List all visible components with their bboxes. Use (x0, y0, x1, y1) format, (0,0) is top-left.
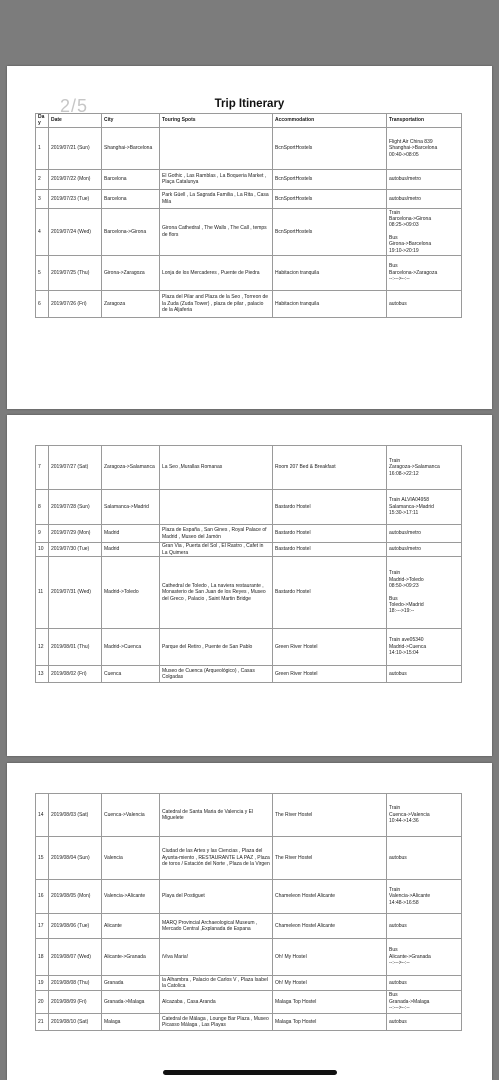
city-cell: Valencia->Alicante (102, 880, 160, 914)
transportation-line: Salamanca->Madrid (389, 503, 434, 510)
transportation-cell (387, 629, 462, 666)
city-cell: Girona->Zaragoza (102, 255, 160, 290)
itinerary-table-continued (35, 445, 462, 683)
transportation-line: Cuenca->Valencia (389, 811, 430, 818)
accommodation-cell: Malaga Top Hostel (273, 1014, 387, 1031)
transportation-line: autobus/metro (389, 176, 421, 183)
transportation-line: autobus (389, 854, 407, 861)
transportation-line: Flight Air China 839 (389, 138, 433, 145)
table-row (36, 169, 462, 189)
transportation-line: Zaragoza->Salamanca (389, 464, 440, 471)
touring-spots-cell: iViva Maria! (160, 939, 273, 976)
day-cell: 21 (36, 1014, 49, 1031)
transportation-line: 16:08->22:12 (389, 470, 419, 477)
header-transportation: Transportation (387, 114, 462, 128)
touring-spots-cell (160, 490, 273, 525)
transportation-line: 18:--->19:-- (389, 608, 415, 615)
date-cell: 2019/07/27 (Sat) (49, 446, 102, 490)
header-touring-spots: Touring Spots (160, 114, 273, 128)
city-cell: Granada->Malaga (102, 991, 160, 1014)
header-city: City (102, 114, 160, 128)
date-cell: 2019/08/03 (Sat) (49, 794, 102, 837)
accommodation-cell: BcnSportHostels (273, 208, 387, 255)
transportation-line: 14:48->16:58 (389, 899, 419, 906)
document-page-3 (7, 763, 492, 1080)
accommodation-cell: Green River Hostel (273, 666, 387, 683)
transportation-line: Train (389, 805, 401, 812)
accommodation-cell: BcnSportHostels (273, 127, 387, 169)
date-cell: 2019/07/24 (Wed) (49, 208, 102, 255)
city-cell: Shanghai->Barcelona (102, 127, 160, 169)
transportation-cell (387, 939, 462, 976)
accommodation-cell: Oh! My Hostel (273, 976, 387, 991)
accommodation-cell: The River Hostel (273, 794, 387, 837)
table-row (36, 880, 462, 914)
date-cell: 2019/07/21 (Sun) (49, 127, 102, 169)
transportation-cell (387, 208, 462, 255)
city-cell: Madrid->Cuenca (102, 629, 160, 666)
transportation-cell (387, 914, 462, 939)
accommodation-cell: BcnSportHostels (273, 189, 387, 208)
transportation-line: Bus (389, 992, 398, 999)
table-row (36, 976, 462, 991)
city-cell: Cuenca->Valencia (102, 794, 160, 837)
date-cell: 2019/08/10 (Sat) (49, 1014, 102, 1031)
accommodation-cell: Chameleon Hostel Alicante (273, 914, 387, 939)
transportation-line: 19:10->20:19 (389, 247, 419, 254)
date-cell: 2019/08/09 (Fri) (49, 991, 102, 1014)
date-cell: 2019/08/08 (Thu) (49, 976, 102, 991)
touring-spots-cell: Park Güell , La Sagrada Familia , La Rita , Casa Mila (160, 189, 273, 208)
accommodation-cell: Habitacion tranquila (273, 290, 387, 317)
transportation-line: --:--->--:-- (389, 960, 410, 967)
day-cell: 5 (36, 255, 49, 290)
accommodation-cell: Chameleon Hostel Alicante (273, 880, 387, 914)
transportation-cell (387, 666, 462, 683)
city-cell: Zaragoza->Salamanca (102, 446, 160, 490)
accommodation-cell: Room 207 Bed & Breakfast (273, 446, 387, 490)
touring-spots-cell: Playa del Postiguet (160, 880, 273, 914)
document-page-1 (7, 66, 492, 409)
date-cell: 2019/08/07 (Wed) (49, 939, 102, 976)
touring-spots-cell: Plaza del Pilar and Plaza de la Seo , Torreon de la Zuda (Zuda Tower) , plaza de pilar , palacio de la Aljaferia (160, 290, 273, 317)
day-cell: 8 (36, 490, 49, 525)
transportation-line: Train (389, 570, 401, 577)
date-cell: 2019/07/26 (Fri) (49, 290, 102, 317)
city-cell: Madrid (102, 543, 160, 557)
transportation-line: Train (389, 886, 401, 893)
transportation-line: Barcelona->Girona (389, 216, 432, 222)
transportation-line: Train (389, 457, 401, 464)
touring-spots-cell: Parque del Retiro , Puente de San Pablo (160, 629, 273, 666)
city-cell: Zaragoza (102, 290, 160, 317)
day-cell: 7 (36, 446, 49, 490)
date-cell: 2019/08/05 (Mon) (49, 880, 102, 914)
city-cell: Granada (102, 976, 160, 991)
itinerary-table-continued (35, 793, 462, 1031)
date-cell: 2019/07/28 (Sun) (49, 490, 102, 525)
transportation-cell (387, 490, 462, 525)
day-cell: 14 (36, 794, 49, 837)
transportation-line: Bus (389, 595, 398, 602)
transportation-line: Train ave05340 (389, 637, 424, 644)
table-row (36, 666, 462, 683)
transportation-cell (387, 557, 462, 629)
table-row (36, 255, 462, 290)
document-page-2 (7, 415, 492, 756)
city-cell: Barcelona (102, 189, 160, 208)
city-cell: Alicante (102, 914, 160, 939)
date-cell: 2019/07/25 (Thu) (49, 255, 102, 290)
header-day: Day (36, 114, 49, 128)
accommodation-cell: Green River Hostel (273, 629, 387, 666)
day-cell: 3 (36, 189, 49, 208)
table-row (36, 189, 462, 208)
itinerary-table (35, 113, 462, 318)
transportation-line: Madrid->Cuenca (389, 643, 427, 650)
transportation-cell (387, 169, 462, 189)
transportation-line: 08:50->09:23 (389, 583, 419, 590)
table-row (36, 794, 462, 837)
table-row (36, 543, 462, 557)
transportation-line: autobus/metro (389, 546, 421, 553)
touring-spots-cell: Girona Cathedral , The Walls , The Call , temps de flors (160, 208, 273, 255)
transportation-cell (387, 976, 462, 991)
accommodation-cell: Malaga Top Hostel (273, 991, 387, 1014)
header-date: Date (49, 114, 102, 128)
transportation-line: Bus (389, 263, 398, 270)
transportation-cell (387, 880, 462, 914)
transportation-line: Toledo->Madrid (389, 601, 424, 608)
transportation-cell (387, 1014, 462, 1031)
touring-spots-cell: Museo de Cuenca (Arqueológico) , Casas Colgadas (160, 666, 273, 683)
touring-spots-cell: Plaza de España , San Gines , Royal Palace of Madrid , Museo del Jamón (160, 525, 273, 543)
city-cell: Madrid->Toledo (102, 557, 160, 629)
date-cell: 2019/08/04 (Sun) (49, 837, 102, 880)
transportation-line: Alicante->Granada (389, 953, 431, 960)
table-row (36, 525, 462, 543)
touring-spots-cell: Alcazaba , Casa Aranda (160, 991, 273, 1014)
transportation-line: autobus (389, 922, 407, 929)
day-cell: 11 (36, 557, 49, 629)
transportation-line: Shanghai->Barcelona (389, 145, 438, 152)
transportation-cell (387, 189, 462, 208)
date-cell: 2019/07/31 (Wed) (49, 557, 102, 629)
transportation-line: 15:30->17:11 (389, 510, 419, 517)
city-cell: Valencia (102, 837, 160, 880)
transportation-line: --:--->--:-- (389, 276, 410, 283)
table-row (36, 490, 462, 525)
transportation-line: Bus (389, 234, 398, 241)
touring-spots-cell: La Seo ,Murallas Romanas (160, 446, 273, 490)
city-cell: Salamanca->Madrid (102, 490, 160, 525)
date-cell: 2019/07/23 (Tue) (49, 189, 102, 208)
table-header-row (36, 114, 462, 128)
transportation-line: Madrid->Toledo (389, 576, 424, 583)
date-cell: 2019/07/29 (Mon) (49, 525, 102, 543)
table-row (36, 557, 462, 629)
day-cell: 13 (36, 666, 49, 683)
document-title: Trip Itinerary (214, 98, 285, 110)
table-row (36, 127, 462, 169)
date-cell: 2019/08/02 (Fri) (49, 666, 102, 683)
touring-spots-cell: Ciudad de las Artes y las Ciencias , Plaza del Ayunta-miento , RESTAURANTE LA PAZ , Plaza de toros / Estación del Norte , Plaza de la Virgen (160, 837, 273, 880)
touring-spots-cell: Lonja de los Mercaderes , Puente de Piedra (160, 255, 273, 290)
transportation-cell (387, 543, 462, 557)
transportation-cell (387, 794, 462, 837)
table-row (36, 446, 462, 490)
transportation-line: 14:10->15:04 (389, 650, 419, 657)
day-cell: 6 (36, 290, 49, 317)
table-row (36, 991, 462, 1014)
transportation-line: Girona->Barcelona (389, 241, 432, 248)
day-cell: 16 (36, 880, 49, 914)
transportation-cell (387, 290, 462, 317)
touring-spots-cell (160, 127, 273, 169)
transportation-line: autobus (389, 979, 407, 986)
accommodation-cell: Bastardo Hostel (273, 557, 387, 629)
accommodation-cell: Bastardo Hostel (273, 543, 387, 557)
date-cell: 2019/08/06 (Tue) (49, 914, 102, 939)
city-cell: Cuenca (102, 666, 160, 683)
day-cell: 19 (36, 976, 49, 991)
table-row (36, 290, 462, 317)
day-cell: 12 (36, 629, 49, 666)
date-cell: 2019/07/22 (Mon) (49, 169, 102, 189)
transportation-line: Bus (389, 947, 398, 954)
day-cell: 17 (36, 914, 49, 939)
transportation-line: Train (389, 209, 401, 216)
table-row (36, 629, 462, 666)
date-cell: 2019/08/01 (Thu) (49, 629, 102, 666)
accommodation-cell: Habitacion tranquila (273, 255, 387, 290)
transportation-line: Barcelona->Zaragoza (389, 269, 438, 276)
touring-spots-cell: Cathedral de Toledo , La naviera restaurante , Monasterio de San Juan de los Reyes , Museo del Greco , Palacio , Saint Martin Bridge (160, 557, 273, 629)
table-row (36, 914, 462, 939)
day-cell: 20 (36, 991, 49, 1014)
transportation-cell (387, 837, 462, 880)
home-indicator[interactable] (163, 1070, 337, 1075)
transportation-line: 10:44->14:36 (389, 818, 419, 825)
touring-spots-cell: Catedral de Málaga , Lounge Bar Plaza , Museo Picasso Málaga , Las Playas (160, 1014, 273, 1031)
transportation-line: autobus (389, 300, 407, 307)
accommodation-cell: Bastardo Hostel (273, 525, 387, 543)
accommodation-cell: Oh! My Hostel (273, 939, 387, 976)
transportation-line: Granada->Malaga (389, 998, 430, 1005)
header-accommodation: Accommodation (273, 114, 387, 128)
city-cell: Barcelona (102, 169, 160, 189)
table-row (36, 939, 462, 976)
transportation-line: autobus/metro (389, 195, 421, 202)
day-cell: 10 (36, 543, 49, 557)
transportation-line: Train ALVIA04958 (389, 497, 430, 504)
touring-spots-cell: MARQ Provincial Archaeological Museum , Mercado Central ,Explanada de Espana (160, 914, 273, 939)
transportation-cell (387, 255, 462, 290)
accommodation-cell: BcnSportHostels (273, 169, 387, 189)
transportation-line: Valencia->Alicante (389, 893, 431, 900)
day-cell: 1 (36, 127, 49, 169)
day-cell: 15 (36, 837, 49, 880)
accommodation-cell: Bastardo Hostel (273, 490, 387, 525)
transportation-line: 08:25->09:03 (389, 222, 419, 229)
day-cell: 18 (36, 939, 49, 976)
date-cell: 2019/07/30 (Tue) (49, 543, 102, 557)
transportation-cell (387, 127, 462, 169)
city-cell: Madrid (102, 525, 160, 543)
city-cell: Barcelona->Girona (102, 208, 160, 255)
transportation-line: 00:40->08:05 (389, 151, 419, 158)
city-cell: Alicante->Granada (102, 939, 160, 976)
page-indicator: 2/5 (60, 96, 89, 116)
transportation-cell (387, 446, 462, 490)
day-cell: 4 (36, 208, 49, 255)
city-cell: Malaga (102, 1014, 160, 1031)
table-row (36, 837, 462, 880)
day-cell: 9 (36, 525, 49, 543)
day-cell: 2 (36, 169, 49, 189)
transportation-line: autobus (389, 670, 407, 677)
transportation-line: autobus/metro (389, 530, 421, 537)
transportation-line: autobus (389, 1018, 407, 1025)
transportation-cell (387, 525, 462, 543)
table-row (36, 208, 462, 255)
touring-spots-cell: Catedral de Santa Maria de Valencia y El Miguelete (160, 794, 273, 837)
transportation-line: --:--->--:-- (389, 1005, 410, 1012)
table-row (36, 1014, 462, 1031)
touring-spots-cell: Gran Via , Puerta del Sol , El Rastro , Cafet in La Quimera (160, 543, 273, 557)
touring-spots-cell: El Gothic , Las Ramblas , La Boqueria Market , Plaça Catalunya (160, 169, 273, 189)
transportation-cell (387, 991, 462, 1014)
touring-spots-cell: la Alhambra , Palacio de Carlos V , Plaza Isabel la Catolica (160, 976, 273, 991)
accommodation-cell: The River Hostel (273, 837, 387, 880)
